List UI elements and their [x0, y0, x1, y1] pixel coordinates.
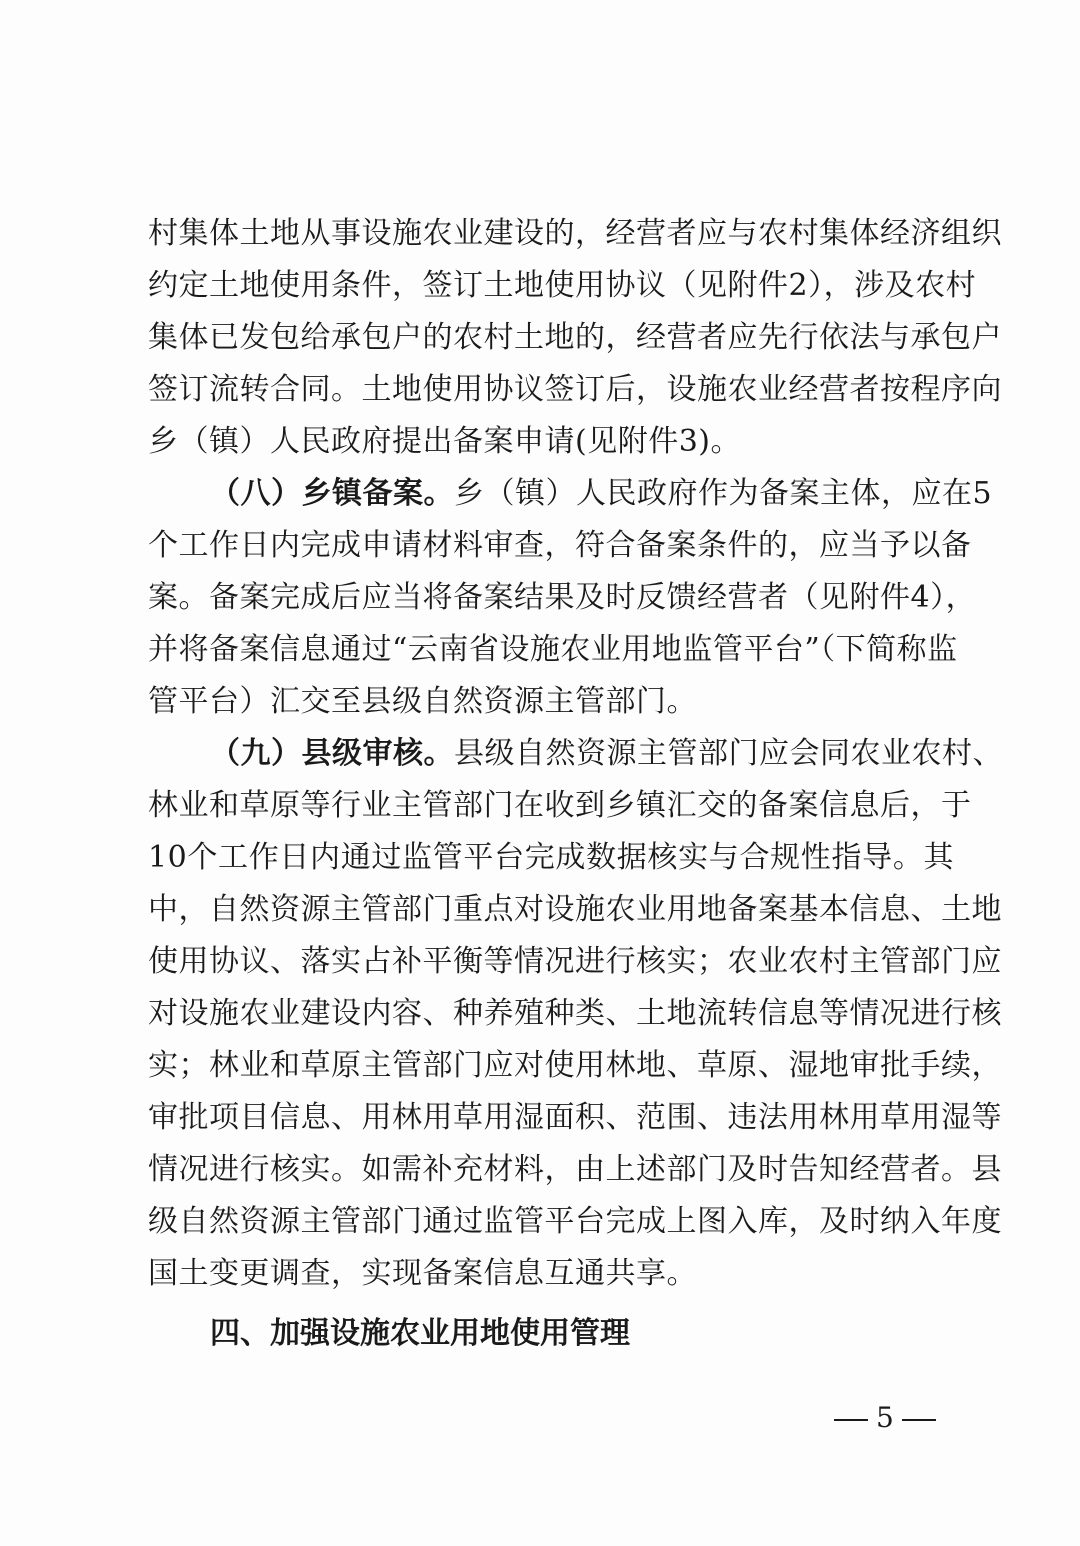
text-line: 国土变更调查，实现备案信息互通共享。 — [148, 1256, 697, 1291]
text-line: 村集体土地从事设施农业建设的，经营者应与农村集体经济组织 — [148, 216, 1002, 251]
text-line: 使用协议、落实占补平衡等情况进行核实；农业农村主管部门应 — [148, 944, 1002, 979]
text-line: 签订流转合同。土地使用协议签订后，设施农业经营者按程序向 — [148, 372, 1002, 407]
dash-left — [834, 1419, 868, 1421]
text-line: 审批项目信息、用林用草用湿面积、范围、违法用林用草用湿等 — [148, 1100, 1002, 1135]
text-line: 中，自然资源主管部门重点对设施农业用地备案基本信息、土地 — [148, 892, 1002, 927]
dash-right — [902, 1419, 936, 1421]
paragraph-text: 县级自然资源主管部门应会同农业农村、 — [454, 736, 1003, 771]
body-text — [148, 208, 1003, 1300]
paragraph-title: （九）县级审核。 — [210, 736, 454, 771]
paragraph-first-line — [148, 468, 993, 520]
text-line: 10个工作日内通过监管平台完成数据核实与合规性指导。其 — [148, 840, 954, 875]
text-line: 对设施农业建设内容、种养殖种类、土地流转信息等情况进行核 — [148, 996, 1002, 1031]
text-line: 管平台）汇交至县级自然资源主管部门。 — [148, 684, 697, 719]
page-number-value: 5 — [876, 1401, 894, 1434]
section-heading: 四、加强设施农业用地使用管理 — [210, 1316, 630, 1351]
text-line: 林业和草原等行业主管部门在收到乡镇汇交的备案信息后，于 — [148, 788, 972, 823]
page-number — [826, 1398, 944, 1438]
text-line: 个工作日内完成申请材料审查，符合备案条件的，应当予以备 — [148, 528, 972, 563]
text-line: 实；林业和草原主管部门应对使用林地、草原、湿地审批手续， — [148, 1048, 1002, 1083]
text-line: 案。备案完成后应当将备案结果及时反馈经营者（见附件4）， — [148, 580, 977, 615]
text-line: 级自然资源主管部门通过监管平台完成上图入库，及时纳入年度 — [148, 1204, 1002, 1239]
text-line: 集体已发包给承包户的农村土地的，经营者应先行依法与承包户 — [148, 320, 1002, 355]
text-line: 约定土地使用条件，签订土地使用协议（见附件2），涉及农村 — [148, 268, 977, 303]
text-line: 乡（镇）人民政府提出备案申请(见附件3)。 — [148, 424, 741, 459]
paragraph-first-line — [148, 728, 1003, 780]
text-line: 并将备案信息通过“云南省设施农业用地监管平台”（下简称监 — [148, 632, 958, 667]
paragraph-title: （八）乡镇备案。 — [210, 476, 454, 511]
paragraph-text: 乡（镇）人民政府作为备案主体，应在5 — [454, 476, 993, 511]
text-line: 情况进行核实。如需补充材料，由上述部门及时告知经营者。县 — [148, 1152, 1002, 1187]
